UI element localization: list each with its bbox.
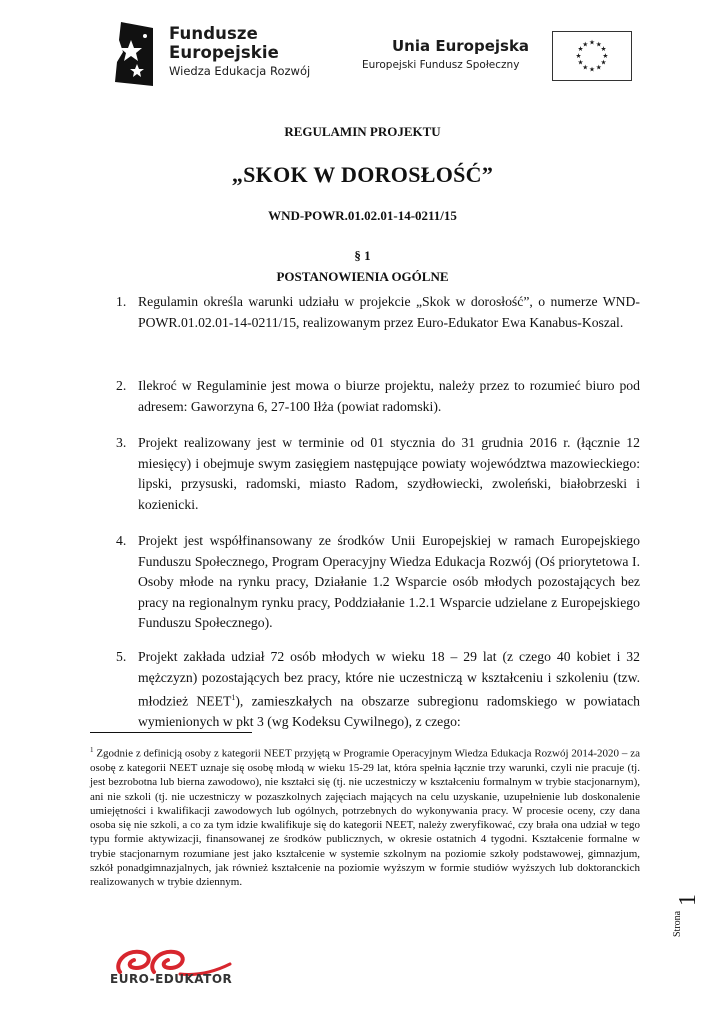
section-symbol: § 1: [354, 248, 371, 263]
list-item-number: 2.: [116, 378, 127, 393]
ue-subtitle: Europejski Fundusz Społeczny: [362, 59, 520, 71]
list-item-text: Ilekroć w Regulaminie jest mowa o biurze projektu, należy przez to rozumieć biuro pod adresem: Gaworzyna 6, 27-100 Iłża (powiat radomski).: [138, 378, 640, 414]
list-item-number: 1.: [116, 294, 127, 309]
list-item-number: 5.: [116, 649, 127, 664]
list-item-number: 3.: [116, 435, 127, 450]
section-heading: POSTANOWIENIA OGÓLNE: [276, 269, 449, 284]
fe-logo-line1: Fundusze: [169, 24, 258, 43]
svg-text:★: ★: [575, 51, 582, 60]
svg-text:★: ★: [582, 63, 589, 72]
svg-text:★: ★: [588, 65, 596, 74]
ue-title: Unia Europejska: [392, 37, 530, 55]
list-item-text-part: Projekt zakłada udział 72 osób młodych w wieku 18 – 29 lat (z czego 40 kobiet i 32 mężczyzn) pozostających bez pracy, które nie uczestniczą w kształceniu i szkoleniu (tzw. młodzież NEET: [138, 649, 640, 709]
svg-text:★: ★: [602, 51, 609, 60]
project-code: WND-POWR.01.02.01-14-0211/15: [268, 208, 457, 223]
svg-text:★: ★: [595, 63, 602, 72]
eu-flag-icon: [552, 31, 632, 81]
list-item-text: Projekt realizowany jest w terminie od 01 stycznia do 31 grudnia 2016 r. (łącznie 12 miesięcy) i obejmuje swym zasięgiem następujące powiaty województwa mazowieckiego: lipski, przysuski, radomski, miasto Radom, szydłowiecki, zwoleński, białobrzeski i kozienicki.: [138, 435, 640, 512]
project-name-title: „SKOK W DOROSŁOŚĆ”: [231, 162, 494, 187]
footnote-separator: [90, 732, 252, 733]
footnote-number: 1: [90, 746, 94, 754]
list-item-text: Regulamin określa warunki udziału w projekcie „Skok w dorosłość”, o numerze WND-POWR.01.02.01-14-0211/15, realizowanym przez Euro-Edukator Ewa Kanabus-Koszal.: [138, 294, 640, 330]
list-item-text: [138, 647, 640, 733]
fe-logo-line2: Europejskie: [169, 43, 279, 62]
fe-logo-line3: Wiedza Edukacja Rozwój: [169, 64, 311, 78]
page-number: 1: [675, 894, 701, 906]
svg-text:★: ★: [582, 40, 589, 49]
footnote-reference: 1: [231, 693, 236, 702]
svg-text:★: ★: [600, 58, 607, 67]
regulation-title: REGULAMIN PROJEKTU: [284, 124, 441, 139]
euro-edukator-logo-text: EURO-EDUKATOR: [110, 972, 233, 986]
svg-text:★: ★: [595, 40, 602, 49]
svg-text:★: ★: [577, 45, 584, 54]
list-item-text: Projekt jest współfinansowany ze środków Unii Europejskiej w ramach Europejskiego Funduszu Społecznego, Program Operacyjny Wiedza Edukacja Rozwój (Oś priorytetowa I. Osoby młode na rynku pracy, Działanie 1.2 Wsparcie osób młodych pozostających bez pracy na regionalnym rynku pracy, Poddziałanie 1.2.1 Wsparcie udzielane z Europejskiego Funduszu Społecznego).: [138, 533, 640, 630]
svg-text:★: ★: [577, 58, 584, 67]
list-item-number: 4.: [116, 533, 127, 548]
svg-text:★: ★: [588, 38, 596, 47]
footnote: [90, 743, 640, 890]
fundusze-europejskie-logo: [115, 20, 335, 90]
list-item-text-part: ), zamieszkałych na obszarze subregionu radomskiego w powiatach wymienionych w pkt 3 (wg Kodeksu Cywilnego), z czego:: [138, 693, 640, 730]
svg-text:★: ★: [600, 45, 607, 54]
fe-star-mark-icon: [115, 22, 155, 86]
page-label: Strona: [672, 910, 683, 937]
footnote-text: Zgodnie z definicją osoby z kategorii NEET przyjętą w Programie Operacyjnym Wiedza Edukacja Rozwój 2014-2020 – za osobę z kategorii NEET uznaje się osobę młodą w wieku 15-29 lat, która spełnia łącznie trzy warunki, czyli nie pracuje (tj. jest bezrobotna lub bierna zawodowo), nie kształci się (tj. nie uczestniczy w kształceniu formalnym w trybie stacjonarnym), ani nie szkoli (tj. nie uczestniczy w pozaszkolnych zajęciach mających na celu uzyskanie, uzupełnienie lub doskonalenie umiejętności i kwalifikacji zawodowych lub ogólnych, potrzebnych do wykonywania pracy. W procesie oceny, czy dana osoba się nie szkoli, a co za tym idzie kwalifikuje się do kategorii NEET, należy zweryfikować, czy brała ona udział w tego typu formie aktywizacji, finansowanej ze środków publicznych, w okresie ostatnich 4 tygodni. Kształcenie formalne w trybie stacjonarnym rozumiane jest jako kształcenie w systemie szkolnym na poziomie szkoły podstawowej, gimnazjum, szkół ponadgimnazjalnych, jak również kształcenie na poziomie wyższym w formie studiów wyższych lub doktoranckich realizowanych w trybie dziennym.: [90, 747, 640, 889]
